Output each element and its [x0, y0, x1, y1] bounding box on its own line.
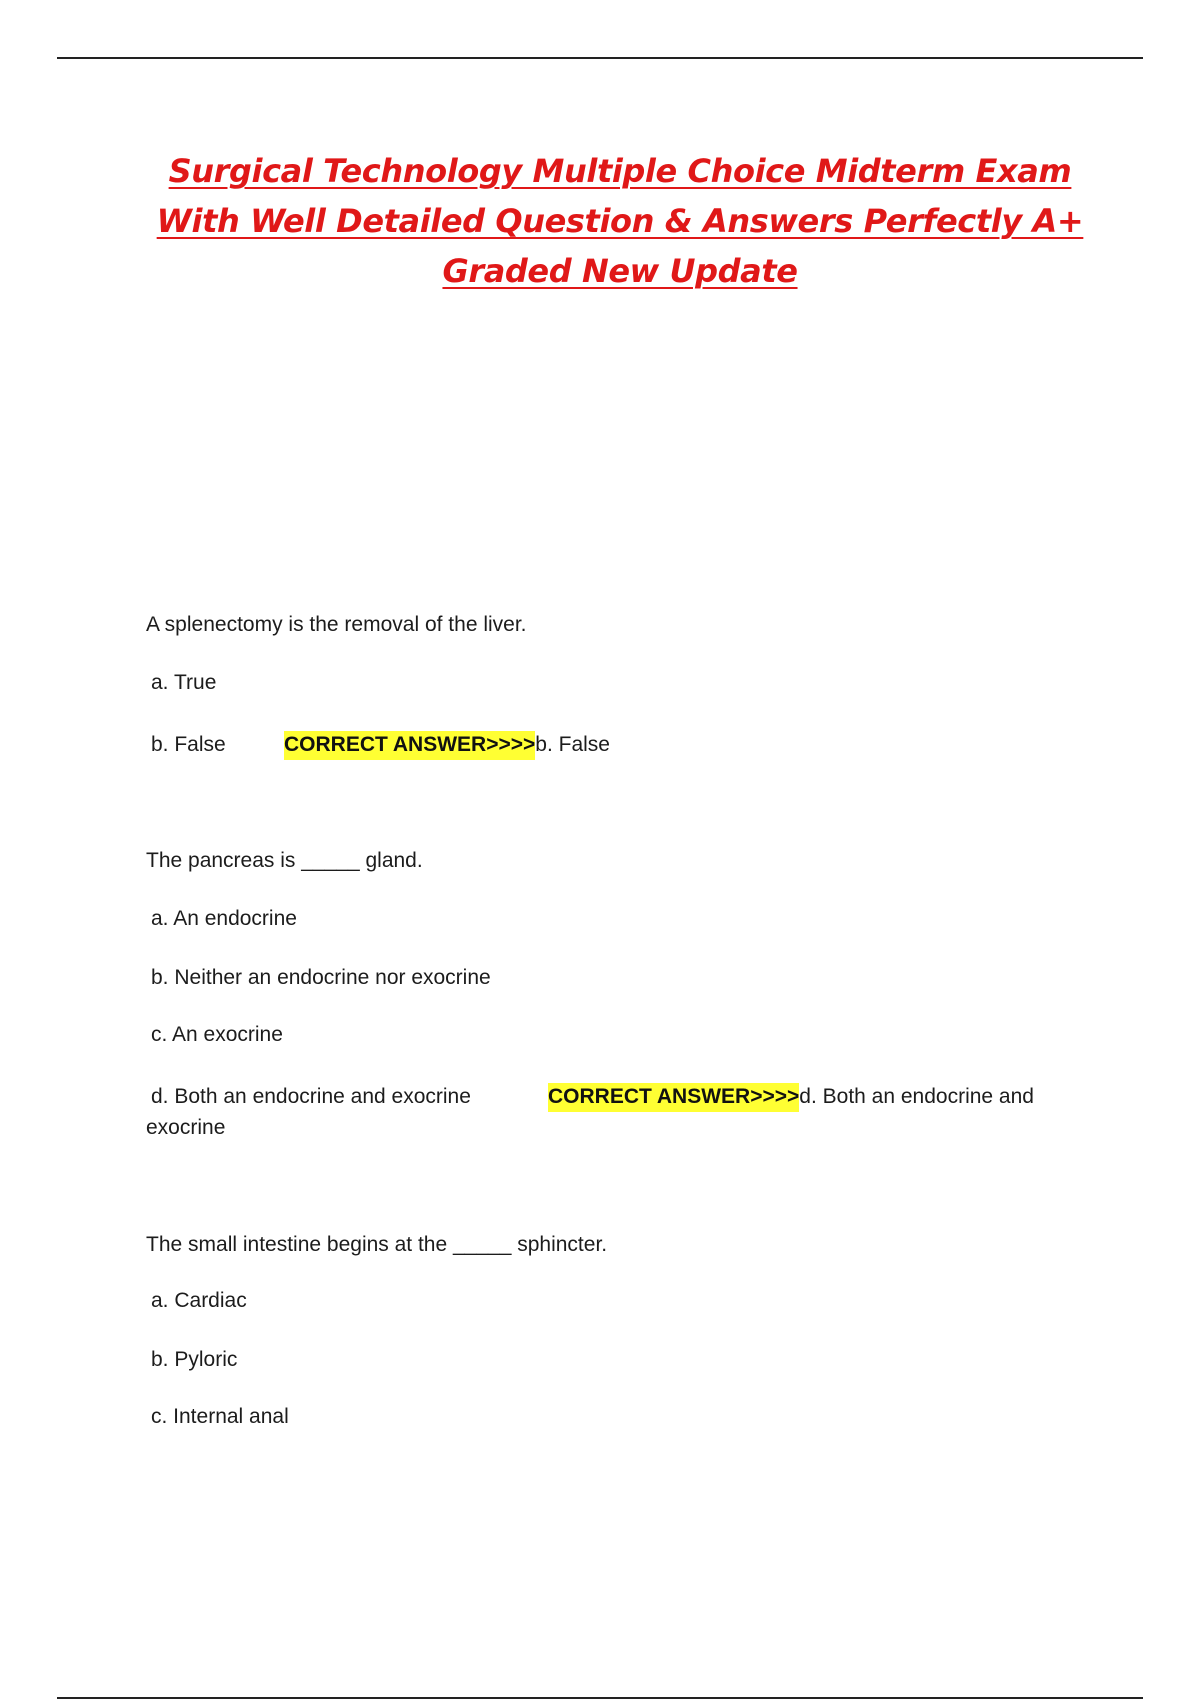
bottom-rule	[57, 1697, 1143, 1699]
question-3-option-b: b. Pyloric	[151, 1348, 238, 1371]
question-2-correct-answer	[548, 1083, 1034, 1111]
title-line-3: Graded New Update	[442, 252, 798, 290]
question-2-correct-answer-wrap: exocrine	[146, 1116, 226, 1139]
correct-answer-text: d. Both an endocrine and	[799, 1085, 1034, 1108]
question-1-correct-answer	[284, 731, 610, 759]
question-1-text: A splenectomy is the removal of the liver.	[146, 613, 527, 636]
page-title	[140, 146, 1100, 296]
question-2-text: The pancreas is _____ gland.	[146, 849, 423, 872]
question-3-option-c: c. Internal anal	[151, 1405, 289, 1428]
title-line-1: Surgical Technology Multiple Choice Midterm Exam	[168, 152, 1072, 190]
correct-answer-highlight: CORRECT ANSWER>>>>	[284, 731, 535, 760]
question-3-text: The small intestine begins at the _____ sphincter.	[146, 1233, 608, 1256]
title-line-2: With Well Detailed Question & Answers Perfectly A+	[156, 202, 1084, 240]
question-2-option-c: c. An exocrine	[151, 1023, 283, 1046]
question-1-option-b: b. False	[151, 733, 226, 756]
question-1-option-a: a. True	[151, 671, 217, 694]
top-rule	[57, 57, 1143, 59]
question-2-option-a: a. An endocrine	[151, 907, 297, 930]
question-2-option-d: d. Both an endocrine and exocrine	[151, 1085, 471, 1108]
correct-answer-text: b. False	[535, 733, 610, 756]
question-2-option-b: b. Neither an endocrine nor exocrine	[151, 966, 491, 989]
question-3-option-a: a. Cardiac	[151, 1289, 247, 1312]
correct-answer-highlight: CORRECT ANSWER>>>>	[548, 1083, 799, 1112]
